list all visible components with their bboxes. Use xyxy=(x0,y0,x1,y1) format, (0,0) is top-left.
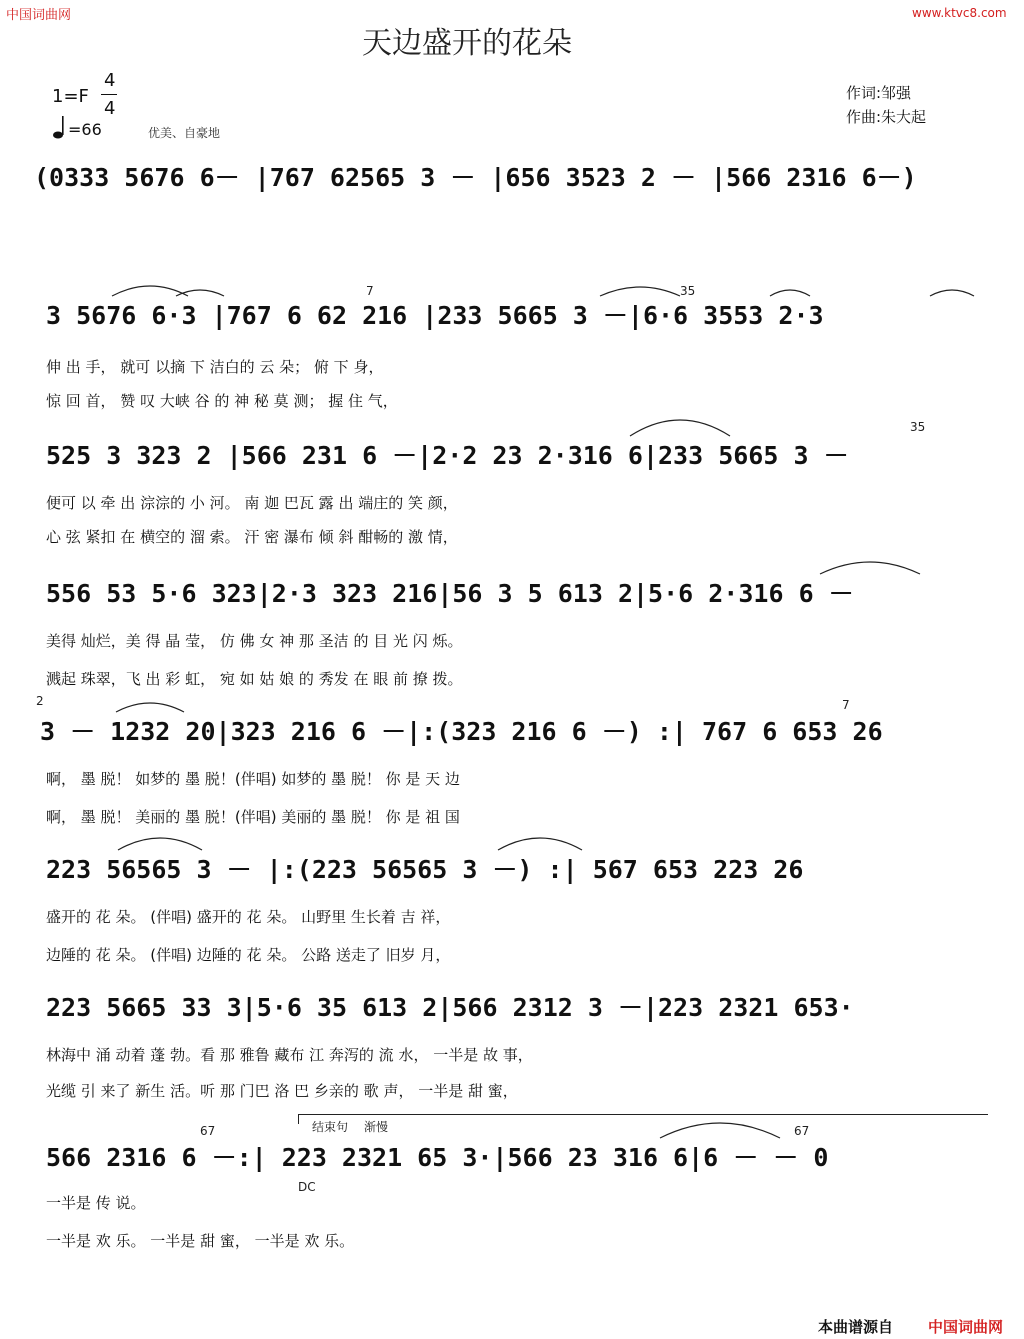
time-signature-top: 4 xyxy=(104,70,116,91)
score-line-4-lyrics-verse2: 溅起 珠翠，飞 出 彩 虹， 宛 如 姑 娘 的 秀发 在 眼 前 撩 拨。 xyxy=(46,670,463,688)
ending-label: 结束句 xyxy=(312,1120,349,1134)
grace-note-67-a: 67 xyxy=(200,1124,216,1138)
slur xyxy=(600,287,680,296)
slur xyxy=(630,420,730,436)
score-line-4-lyrics-verse1: 美得 灿烂，美 得 晶 莹， 仿 佛 女 神 那 圣洁 的 目 光 闪 烁。 xyxy=(46,632,463,650)
tempo-marking: =66 xyxy=(68,120,102,139)
score-line-6-lyrics-verse1: 盛开的 花 朵。 (伴唱) 盛开的 花 朵。 山野里 生长着 吉 祥， xyxy=(46,908,451,926)
score-line-2-lyrics-verse2: 惊 回 首， 赞 叹 大峡 谷 的 神 秘 莫 测； 握 住 气， xyxy=(46,392,398,410)
footer-site: 中国词曲网 xyxy=(928,1318,1004,1336)
slur xyxy=(930,290,974,296)
dc-marking: DC xyxy=(298,1180,316,1194)
slur xyxy=(116,703,184,712)
slur xyxy=(660,1123,780,1138)
score-line-1-notes: (0333 5676 6－ |767 62565 3 － |656 3523 2 － |566 2316 6－) xyxy=(34,163,917,192)
score-line-4-notes: 556 53 5·6 323|2·3 323 216|56 3 5 613 2|5·6 2·316 6 － xyxy=(46,579,854,608)
score-line-7-notes: 223 5665 33 3|5·6 35 613 2|566 2312 3 －|223 2321 653· xyxy=(46,993,854,1022)
grace-note-35-b: 35 xyxy=(910,420,926,434)
watermark-top-left: 中国词曲网 xyxy=(6,8,72,23)
score-line-5-notes: 3 － 1232 20|323 216 6 －|:(323 216 6 －) :| 767 6 653 26 xyxy=(40,717,883,746)
score-line-3-notes: 525 3 323 2 |566 231 6 －|2·2 23 2·316 6|233 5665 3 － xyxy=(46,441,849,470)
score-line-3-lyrics-verse1: 便可 以 牵 出 淙淙的 小 河。 南 迦 巴瓦 露 出 端庄的 笑 颜， xyxy=(46,494,458,512)
grace-note-7-a: 7 xyxy=(366,284,374,298)
score-line-2-lyrics-verse1: 伸 出 手， 就可 以摘 下 洁白的 云 朵； 俯 下 身， xyxy=(46,358,384,376)
slur xyxy=(118,838,202,850)
page-title: 天边盛开的花朵 xyxy=(362,26,572,61)
score-line-5-lyrics-verse1: 啊， 墨 脱！ 如梦的 墨 脱！(伴唱) 如梦的 墨 脱！ 你 是 天 边 xyxy=(46,770,460,788)
time-signature-bottom: 4 xyxy=(104,98,116,119)
lyricist-credit: 作词:邹强 xyxy=(846,84,912,102)
score-line-8-notes: 566 2316 6 －:| 223 2321 65 3·|566 23 316 6|6 － － 0 xyxy=(46,1143,829,1172)
score-line-2-notes: 3 5676 6·3 |767 6 62 216 |233 5665 3 －|6·6 3553 2·3 xyxy=(46,301,824,330)
grace-note-67-b: 67 xyxy=(794,1124,810,1138)
slur xyxy=(820,562,920,574)
key-signature: 1=F xyxy=(52,86,89,107)
score-line-8-lyrics-verse1: 一半是 传 说。 xyxy=(46,1194,146,1212)
score-line-6-lyrics-verse2: 边陲的 花 朵。 (伴唱) 边陲的 花 朵。 公路 送走了 旧岁 月， xyxy=(46,946,451,964)
grace-note-35-a: 35 xyxy=(680,284,696,298)
footer-source: 本曲谱源自 xyxy=(818,1318,894,1336)
slur xyxy=(112,286,188,296)
score-line-7-lyrics-verse2: 光缆 引 来了 新生 活。听 那 门巴 洛 巴 乡亲的 歌 声， 一半是 甜 蜜， xyxy=(46,1082,518,1100)
watermark-top-right: www.ktvc8.com xyxy=(912,6,1007,20)
score-line-8-lyrics-verse2: 一半是 欢 乐。 一半是 甜 蜜， 一半是 欢 乐。 xyxy=(46,1232,355,1250)
score-line-5-lyrics-verse2: 啊， 墨 脱！ 美丽的 墨 脱！(伴唱) 美丽的 墨 脱！ 你 是 祖 国 xyxy=(46,808,460,826)
grace-note-7-b: 7 xyxy=(842,698,850,712)
slur xyxy=(176,290,224,296)
slur xyxy=(498,838,582,850)
composer-credit: 作曲:朱大起 xyxy=(846,108,927,126)
expression-marking: 优美、自豪地 xyxy=(148,126,221,140)
grace-note-2: 2 xyxy=(36,694,44,708)
slur xyxy=(770,290,810,296)
score-line-7-lyrics-verse1: 林海中 涌 动着 蓬 勃。看 那 雅鲁 藏布 江 奔泻的 流 水， 一半是 故 事， xyxy=(46,1046,533,1064)
score-line-3-lyrics-verse2: 心 弦 紧扣 在 横空的 溜 索。 汗 密 瀑布 倾 斜 酣畅的 激 情， xyxy=(46,528,458,546)
slowing-label: 渐慢 xyxy=(364,1120,389,1134)
score-line-6-notes: 223 56565 3 － |:(223 56565 3 －) :| 567 653 223 26 xyxy=(46,855,804,884)
